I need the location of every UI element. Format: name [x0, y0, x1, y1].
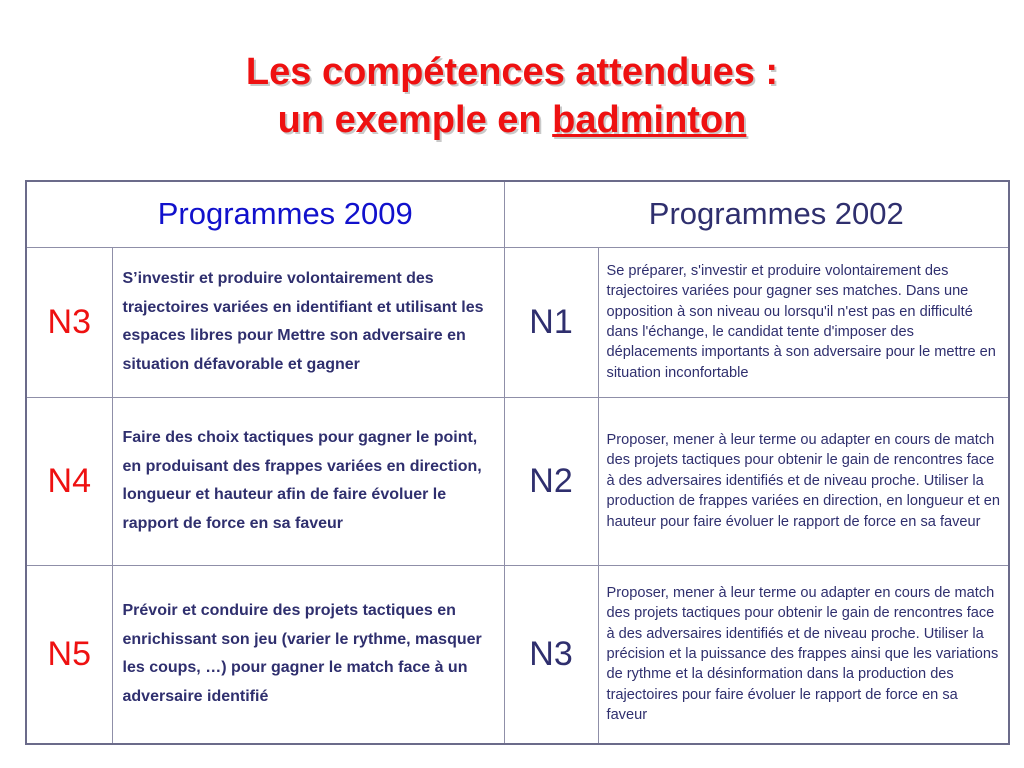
level-2002-cell: N1 [504, 247, 598, 397]
level-2009-cell: N4 [26, 397, 112, 565]
table-row [26, 397, 1009, 565]
page-title [0, 48, 1024, 144]
competence-2009-cell: Faire des choix tactiques pour gagner le point, en produisant des frappes variées en direction, longueur et hauteur afin de faire évoluer le rapport de force en sa faveur [112, 397, 504, 565]
header-programmes-2009: Programmes 2009 [26, 181, 504, 247]
competence-2002-cell: Proposer, mener à leur terme ou adapter en cours de match des projets tactiques pour obtenir le gain de rencontres face à des adversaires identifiés et de niveau proche. Utiliser la production de frappes variées en direction, en longueur et en hauteur pour faire évoluer le rapport de force en sa faveur [598, 397, 1009, 565]
competence-2002-cell: Se préparer, s'investir et produire volontairement des trajectoires variées pour gagner ses matches. Dans une opposition à son niveau ou lorsqu'il n'est pas en difficulté dans l'échange, le candidat tente d'imposer des déplacements importants à son adversaire pour le mettre en situation inconfortable [598, 247, 1009, 397]
table-header-row [26, 181, 1009, 247]
title-line-2 [0, 96, 1024, 144]
title-line-1: Les compétences attendues : [245, 51, 779, 93]
level-2002-cell: N2 [504, 397, 598, 565]
title-line-2-prefix: un exemple en [277, 99, 553, 141]
level-2009-cell: N3 [26, 247, 112, 397]
level-2002-cell: N3 [504, 565, 598, 744]
level-2009-cell: N5 [26, 565, 112, 744]
table-row [26, 247, 1009, 397]
header-programmes-2002: Programmes 2002 [504, 181, 1009, 247]
competences-table [25, 180, 1010, 745]
table-row [26, 565, 1009, 744]
competence-2009-cell: Prévoir et conduire des projets tactiques en enrichissant son jeu (varier le rythme, masquer les coups, …) pour gagner le match face à un adversaire identifié [112, 565, 504, 744]
title-badminton-underlined: badminton [552, 99, 747, 141]
competence-2009-cell: S’investir et produire volontairement des trajectoires variées en identifiant et utilisant les espaces libres pour Mettre son adversaire en situation défavorable et gagner [112, 247, 504, 397]
competence-2002-cell: Proposer, mener à leur terme ou adapter en cours de match des projets tactiques pour obtenir le gain de rencontres face à des adversaires identifiés et de niveau proche. Utiliser la précision et la puissance des frappes ainsi que les variations de rythme et la désinformation dans la production des trajectoires pour faire évoluer le rapport de force en sa faveur [598, 565, 1009, 744]
